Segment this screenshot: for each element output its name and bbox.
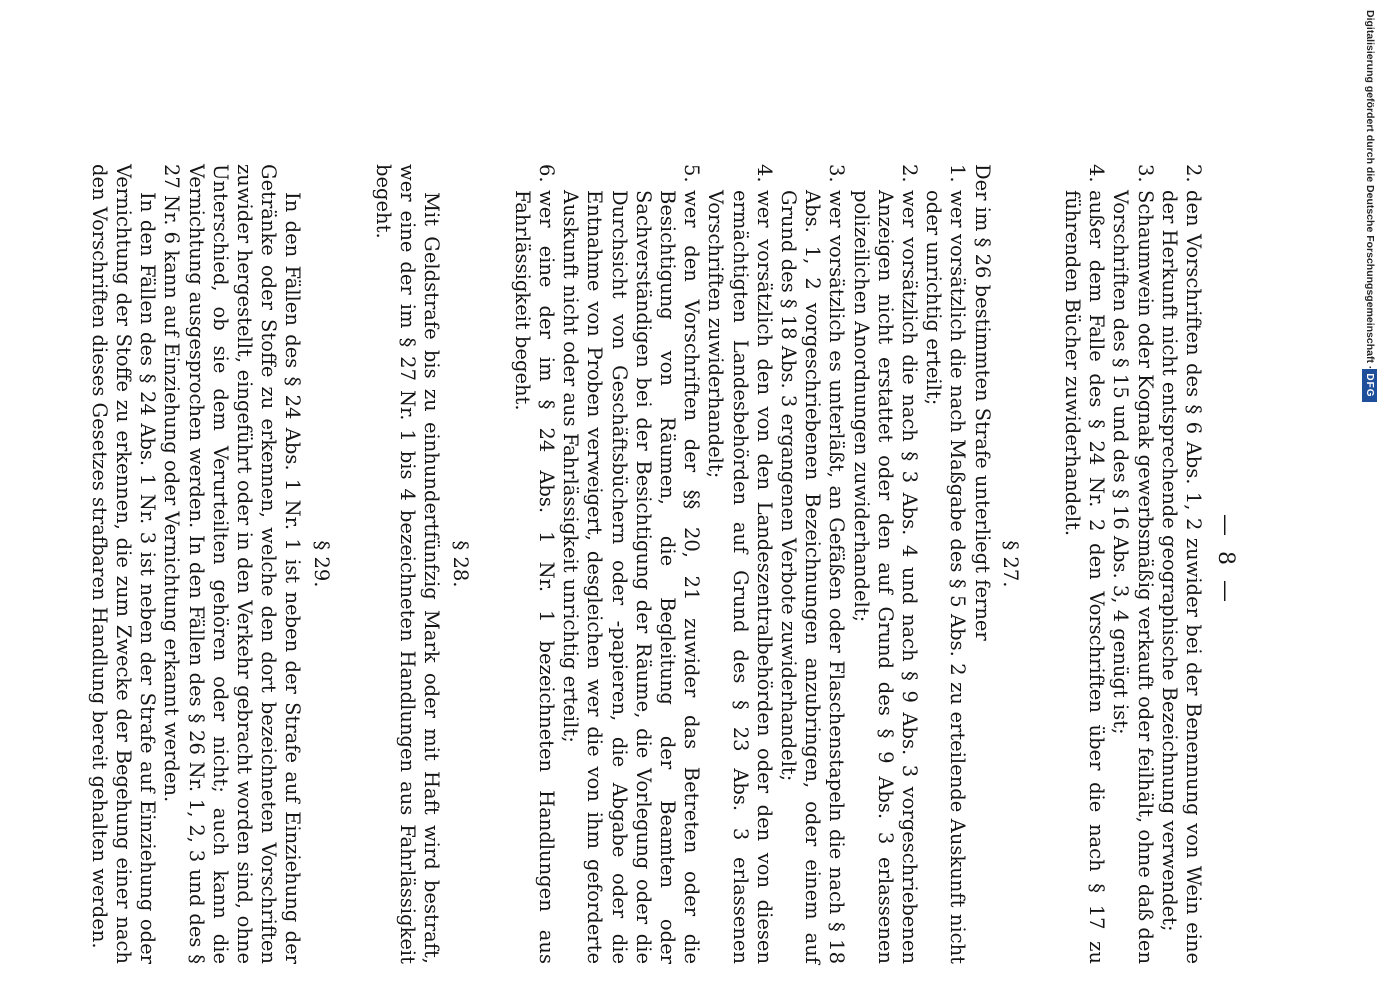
section-28-text: Mit Geldstrafe bis zu einhundertfünfzig Mark oder mit Haft wird bestraft, wer eine der im § 27 Nr. 1 bis 4 bezeichneten Handlungen aus Fahrlässigkeit begeht. xyxy=(371,164,444,964)
section-29-paragraph-2: In den Fällen des § 24 Abs. 1 Nr. 3 ist neben der Strafe auf Einziehung oder Vernichtung der Stoffe zu erkennen, die zum Zwecke der Begehung einer nach den Vorschriften dieses Gesetzes strafbaren Handlung bereit gehalten werden. xyxy=(87,164,160,964)
list-item xyxy=(1157,164,1205,964)
list-item xyxy=(703,164,776,964)
section-27-intro: Der im § 26 bestimmten Strafe unterliegt ferner xyxy=(970,164,994,641)
item-number: 3. xyxy=(1133,164,1157,183)
list-item xyxy=(776,164,849,964)
item-text: den Vorschriften des § 6 Abs. 1, 2 zuwider bei der Benennung von Wein eine der Herkunft nicht entsprechende geographische Bezeichnung verwendet; xyxy=(1157,190,1205,964)
list-item xyxy=(921,164,969,964)
list-item xyxy=(1108,164,1156,964)
dfg-logo: DFG xyxy=(1363,369,1378,401)
item-text: außer dem Falle des § 24 Nr. 2 den Vorschriften über die nach § 17 zu führenden Bücher zuwiderhandelt. xyxy=(1060,190,1109,964)
item-number: 3. xyxy=(825,164,849,183)
list-item xyxy=(1060,164,1108,964)
page-content xyxy=(87,120,1250,1000)
list-item xyxy=(558,164,703,964)
item-number: 1. xyxy=(946,164,970,183)
section-heading-28: § 28. xyxy=(448,540,472,588)
credit-line xyxy=(1360,10,1380,398)
item-text: wer vorsätzlich die nach Maßgabe des § 5 Abs. 2 zu erteilende Auskunft nicht oder unrichtig erteilt; xyxy=(922,190,970,964)
item-text: Schaumwein oder Kognak gewerbsmäßig verkauft oder feilhält, ohne daß den Vorschriften des § 15 und des § 16 Abs. 3, 4 genügt ist; xyxy=(1109,190,1157,964)
digitization-credit xyxy=(1360,10,1380,398)
item-number: 5. xyxy=(680,164,704,183)
section-heading-29: § 29. xyxy=(309,540,333,588)
item-number: 2. xyxy=(1182,164,1205,183)
item-number: 2. xyxy=(897,164,921,183)
list-item xyxy=(510,164,558,964)
section-heading-27: § 27. xyxy=(998,540,1022,588)
item-number: 4. xyxy=(752,164,776,183)
item-text: wer vorsätzlich die nach § 3 Abs. 4 und nach § 9 Abs. 3 vorgeschriebenen Anzeigen nicht erstattet oder den auf Grund des § 9 Abs. 3 erlassenen polizeilichen Anordnungen zuwiderhandelt; xyxy=(849,190,921,964)
item-text: wer vorsätzlich es unterläßt, an Gefäßen oder Flaschenstapeln die nach § 18 Abs. 1, 2 vorgeschriebenen Bezeichnungen anzubringen, oder einem auf Grund des § 18 Abs. 3 ergangenen Verbote zuwiderhandelt; xyxy=(776,190,849,964)
section-29-paragraph-1: In den Fällen des § 24 Abs. 1 Nr. 1 ist neben der Strafe auf Einziehung der Getränke oder Stoffe zu erkennen, welche den dort bezeichneten Vorschriften zuwider hergestellt, eingeführt oder in den Verkehr gebracht worden sind, ohne Unterschied, ob sie dem Verurteilten gehören oder nicht; auch kann die Vernichtung ausgesprochen werden. In den Fällen des § 26 Nr. 1, 2, 3 und des § 27 Nr. 6 kann auf Einziehung oder Vernichtung erkannt werden. xyxy=(160,164,305,964)
text-column xyxy=(87,164,1205,964)
item-text: wer vorsätzlich den von den Landeszentralbehörden oder den von diesen ermächtigten Landesbehörden auf Grund des § 23 Abs. 3 erlassenen Vorschriften zuwiderhandelt; xyxy=(704,190,776,964)
item-text: wer eine der im § 24 Abs. 1 Nr. 1 bezeichneten Handlungen aus Fahrlässigkeit begeht. xyxy=(510,190,558,964)
rotated-document-page xyxy=(87,120,1250,1000)
item-number: 4. xyxy=(1085,164,1109,183)
item-text: wer den Vorschriften der §§ 20, 21 zuwider das Betreten oder die Besichtigung von Räumen, die Begleitung der Beamten oder Sachverständigen bei der Besichtigung der Räume, die Vorlegung oder die Durchsicht von Geschäftsbüchern oder -papieren, die Abgabe oder die Entnahme von Proben verweigert, desgleichen wer die von ihm geforderte Auskunft nicht oder aus Fahrlässigkeit unrichtig erteilt; xyxy=(559,190,704,964)
item-number: 6. xyxy=(534,164,558,183)
credit-text: Digitalisierung gefördert durch die Deutsche Forschungsgemeinschaft · xyxy=(1364,10,1376,370)
page-number: — 8 — xyxy=(1213,514,1238,606)
list-item xyxy=(848,164,921,964)
